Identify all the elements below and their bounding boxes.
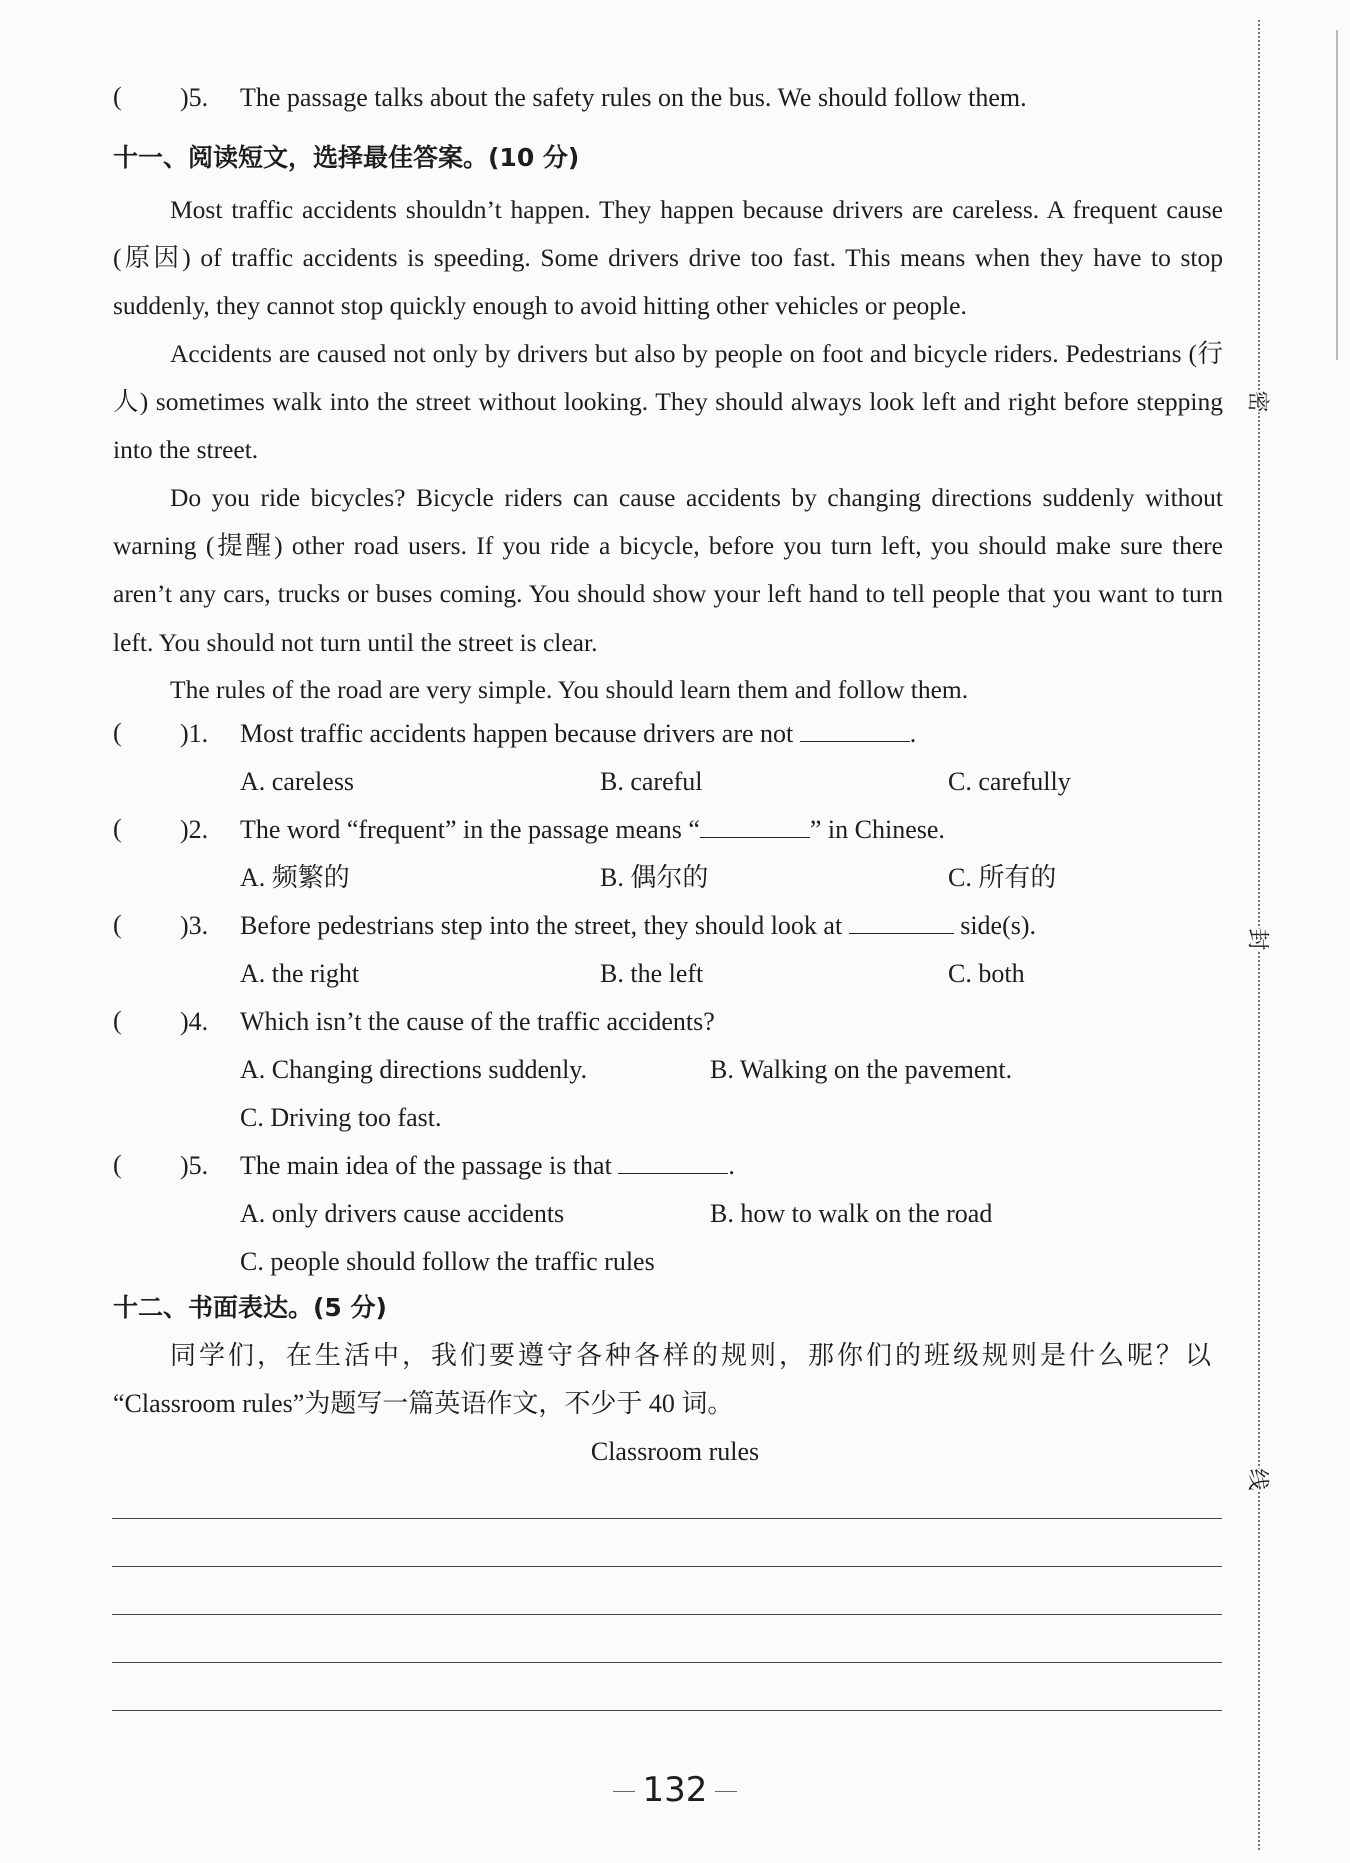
option-c: C. Driving too fast. <box>240 1103 442 1132</box>
writing-prompt-line-1: 同学们，在生活中，我们要遵守各种各样的规则，那你们的班级规则是什么呢？以 <box>170 1341 1215 1370</box>
question-number: )4. <box>180 1007 209 1036</box>
question-number: )1. <box>180 719 209 748</box>
option-a: A. only drivers cause accidents <box>240 1199 565 1228</box>
option-c: C. carefully <box>948 767 1071 796</box>
option-a: A. 频繁的 <box>240 863 350 892</box>
binding-edge-bar <box>1336 30 1338 360</box>
page-number: 132 <box>0 1770 1350 1810</box>
page-number-dash <box>613 1791 635 1792</box>
question-2-text: The word “frequent” in the passage means “ ” in Chinese. <box>240 815 945 844</box>
answer-paren-open: ( <box>113 718 122 747</box>
answer-blank <box>800 719 910 742</box>
option-a: A. careless <box>240 767 355 796</box>
option-b: B. careful <box>600 767 703 796</box>
question-1-text: Most traffic accidents happen because drivers are not . <box>240 719 917 748</box>
answer-paren-open: ( <box>113 82 122 111</box>
binding-label-seal: 密 <box>1240 390 1279 412</box>
passage-paragraph-4: The rules of the road are very simple. You should learn them and follow them. <box>170 675 969 704</box>
question-5-text: The main idea of the passage is that . <box>240 1151 735 1180</box>
section-11-heading: 十一、阅读短文，选择最佳答案。(10 分) <box>113 143 580 172</box>
option-b: B. Walking on the pavement. <box>710 1055 1013 1084</box>
option-c: C. both <box>948 959 1025 988</box>
answer-paren-open: ( <box>113 814 122 843</box>
option-c: C. 所有的 <box>948 863 1057 892</box>
writing-line[interactable] <box>112 1614 1222 1615</box>
answer-blank <box>849 911 954 934</box>
writing-line[interactable] <box>112 1518 1222 1519</box>
question-text: The passage talks about the safety rules on the bus. We should follow them. <box>240 83 1027 112</box>
page-number-dash <box>715 1791 737 1792</box>
binding-label-fold: 封 <box>1240 928 1279 950</box>
binding-label-line: 线 <box>1240 1468 1279 1490</box>
question-number: )3. <box>180 911 209 940</box>
answer-blank <box>618 1151 728 1174</box>
writing-line[interactable] <box>112 1662 1222 1663</box>
question-number: )5. <box>180 1151 209 1180</box>
option-a: A. Changing directions suddenly. <box>240 1055 588 1084</box>
question-3-text: Before pedestrians step into the street, they should look at side(s). <box>240 911 1037 940</box>
option-b: B. the left <box>600 959 704 988</box>
question-number: )2. <box>180 815 209 844</box>
question-number: )5. <box>180 83 209 112</box>
answer-paren-open: ( <box>113 1006 122 1035</box>
answer-blank <box>700 815 810 838</box>
passage-paragraph-3: Do you ride bicycles? Bicycle riders can cause accidents by changing directions suddenly without warning (提醒) other road users. If you ride a bicycle, before you turn left, you should make sure there aren’t any cars, trucks or buses coming. You should show your left hand to tell people that you want to turn left. You should not turn until the street is clear. <box>113 483 1223 657</box>
section-12-heading: 十二、书面表达。(5 分) <box>113 1293 387 1322</box>
writing-line[interactable] <box>112 1710 1222 1711</box>
answer-paren-open: ( <box>113 1150 122 1179</box>
answer-paren-open: ( <box>113 910 122 939</box>
option-b: B. how to walk on the road <box>710 1199 993 1228</box>
writing-title: Classroom rules <box>590 1437 760 1466</box>
writing-prompt-line-2: “Classroom rules”为题写一篇英语作文，不少于 40 词。 <box>113 1389 734 1418</box>
writing-line[interactable] <box>112 1566 1222 1567</box>
option-c: C. people should follow the traffic rules <box>240 1247 655 1276</box>
question-4-text: Which isn’t the cause of the traffic accidents? <box>240 1007 715 1036</box>
passage-paragraph-1: Most traffic accidents shouldn’t happen. They happen because drivers are careless. A frequent cause (原因) of traffic accidents is speeding. Some drivers drive too fast. This means when they have to stop suddenly, they cannot stop quickly enough to avoid hitting other vehicles or people. <box>113 195 1223 321</box>
passage-paragraph-2: Accidents are caused not only by drivers but also by people on foot and bicycle riders. Pedestrians (行人) sometimes walk into the street without looking. They should always look left and right before stepping into the street. <box>113 339 1223 465</box>
option-b: B. 偶尔的 <box>600 863 709 892</box>
option-a: A. the right <box>240 959 360 988</box>
